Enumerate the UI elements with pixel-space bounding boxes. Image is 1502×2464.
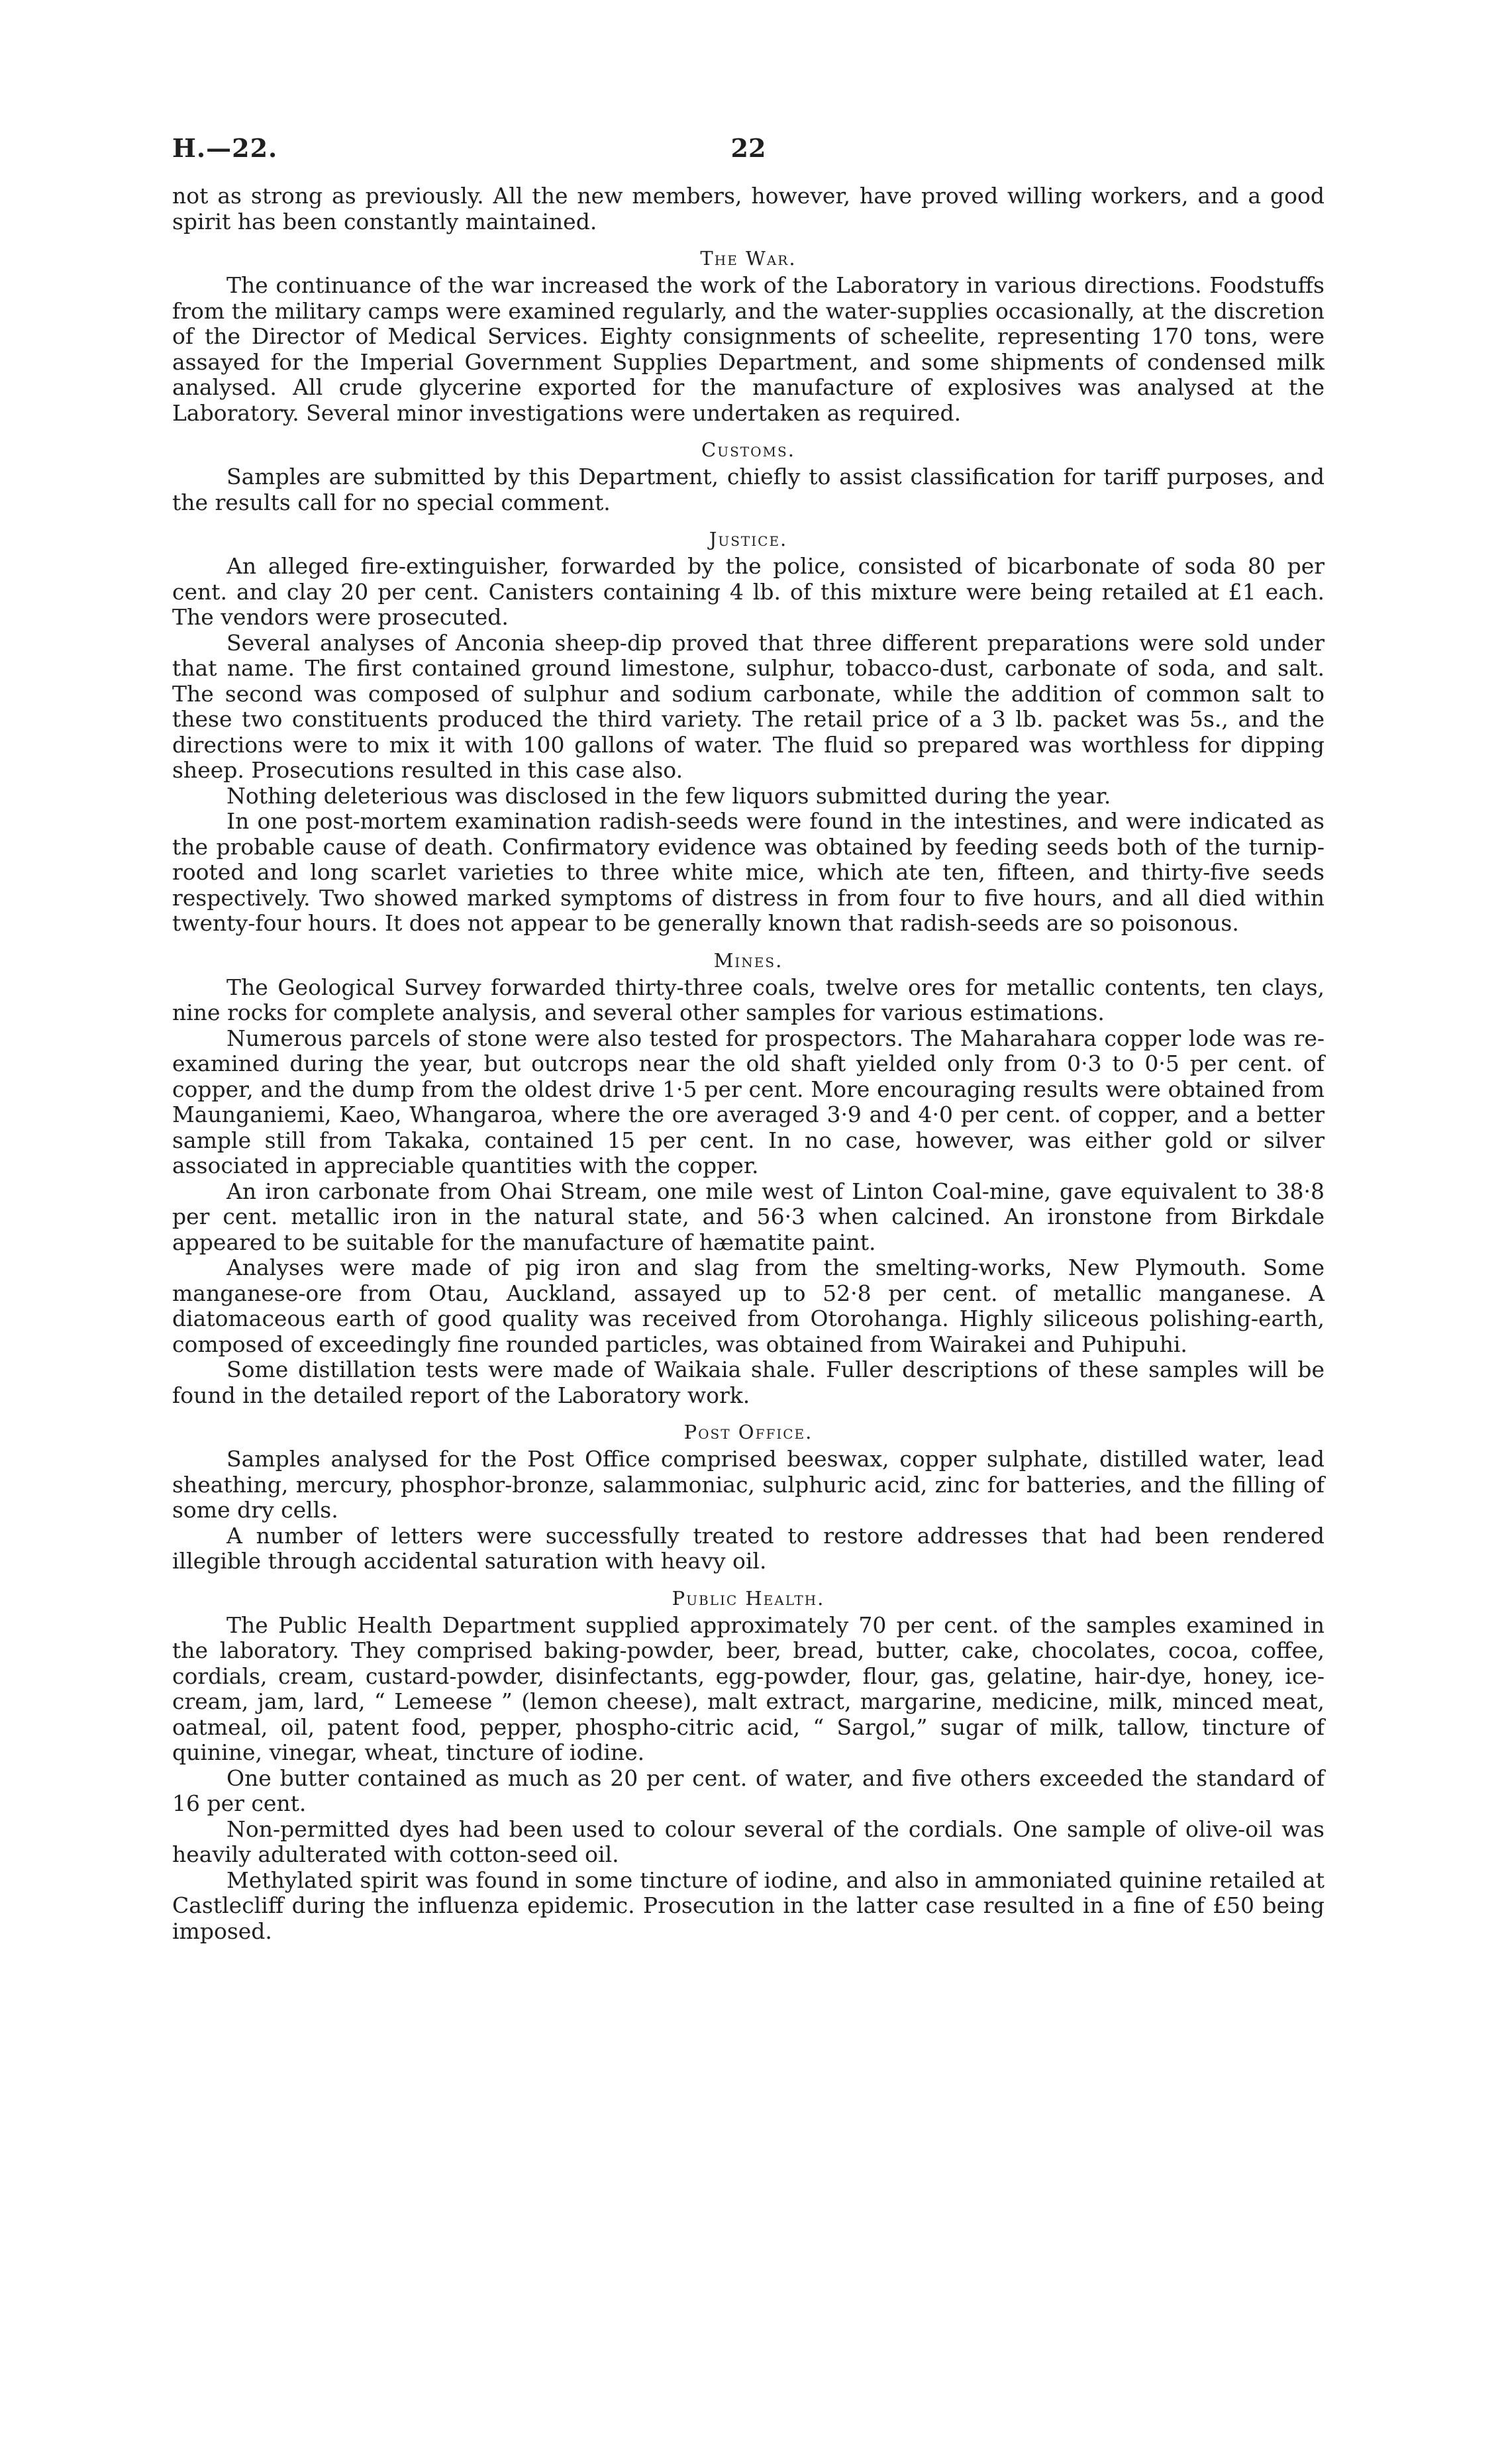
paragraph: Samples are submitted by this Department, chiefly to assist classification for tariff purposes, and the results call for no special comment. [172, 464, 1325, 515]
section-heading-post-office: Post Office. [683, 1421, 813, 1443]
section-the-war [172, 246, 1325, 426]
intro-paragraph: not as strong as previously. All the new members, however, have proved willing workers, and a good spirit has been constantly maintained. [172, 183, 1325, 234]
section-public-health [172, 1586, 1325, 1945]
paragraph: One butter contained as much as 20 per cent. of water, and five others exceeded the standard of 16 per cent. [172, 1765, 1325, 1816]
paragraph: Numerous parcels of stone were also tested for prospectors. The Maharahara copper lode was re-examined during the year, but outcrops near the old shaft yielded only from 0·3 to 0·5 per cent. of copper, and the dump from the oldest drive 1·5 per cent. More encouraging results were obtained from Maunganiemi, Kaeo, Whangaroa, where the ore averaged 3·9 and 4·0 per cent. of copper, and a better sample still from Takaka, contained 15 per cent. In no case, however, was either gold or silver associated in appreciable quantities with the copper. [172, 1025, 1325, 1178]
paragraph: Samples analysed for the Post Office comprised beeswax, copper sulphate, distilled water, lead sheathing, mercury, phosphor-bronze, salammoniac, sulphuric acid, zinc for batteries, and the filling of some dry cells. [172, 1446, 1325, 1523]
section-heading-justice: Justice. [709, 528, 788, 550]
section-post-office [172, 1420, 1325, 1574]
section-heading-mines: Mines. [713, 949, 783, 972]
paragraph: Some distillation tests were made of Waikaia shale. Fuller descriptions of these samples will be found in the detailed report of the Laboratory work. [172, 1357, 1325, 1408]
paragraph: The Public Health Department supplied approximately 70 per cent. of the samples examined in the laboratory. They comprised baking-powder, beer, bread, butter, cake, chocolates, cocoa, coffee, cordials, cream, custard-powder, disinfectants, egg-powder, flour, gas, gelatine, hair-dye, honey, ice-cream, jam, lard, “ Lemeese ” (lemon cheese), malt extract, margarine, medicine, milk, minced meat, oatmeal, oil, patent food, pepper, phospho-citric acid, “ Sargol,” sugar of milk, tallow, tincture of quinine, vinegar, wheat, tincture of iodine. [172, 1612, 1325, 1765]
page-number: 22 [730, 133, 766, 163]
paragraph: The Geological Survey forwarded thirty-three coals, twelve ores for metallic contents, ten clays, nine rocks for complete analysis, and several other samples for various estimations. [172, 974, 1325, 1025]
document-reference: H.—22. [172, 133, 278, 163]
section-mines [172, 949, 1325, 1409]
document-page [172, 133, 1325, 1944]
paragraph: Nothing deleterious was disclosed in the few liquors submitted during the year. [226, 782, 1111, 809]
section-heading-public-health: Public Health. [672, 1586, 825, 1610]
section-heading-the-war: The War. [700, 247, 797, 270]
paragraph: The continuance of the war increased the work of the Laboratory in various directions. Foodstuffs from the military camps were examined regularly, and the water-supplies occasionally, at the discretion of the Director of Medical Services. Eighty consignments of scheelite, representing 170 tons, were assayed for the Imperial Government Supplies Department, and some shipments of condensed milk analysed. All crude glycerine exported for the manufacture of explosives was analysed at the Laboratory. Several minor investigations were undertaken as required. [172, 272, 1325, 426]
paragraph: Analyses were made of pig iron and slag from the smelting-works, New Plymouth. Some manganese-ore from Otau, Auckland, assayed up to 52·8 per cent. of metallic manganese. A diatomaceous earth of good quality was received from Otorohanga. Highly siliceous polishing-earth, composed of exceedingly fine rounded particles, was obtained from Wairakei and Puhipuhi. [172, 1255, 1325, 1357]
section-customs [172, 438, 1325, 515]
paragraph: An iron carbonate from Ohai Stream, one mile west of Linton Coal-mine, gave equivalent to 38·8 per cent. metallic iron in the natural state, and 56·3 when calcined. An ironstone from Birkdale appeared to be suitable for the manufacture of hæmatite paint. [172, 1178, 1325, 1255]
paragraph: An alleged fire-extinguisher, forwarded by the police, consisted of bicarbonate of soda 80 per cent. and clay 20 per cent. Canisters containing 4 lb. of this mixture were being retailed at £1 each. The vendors were prosecuted. [172, 553, 1325, 630]
paragraph: Methylated spirit was found in some tincture of iodine, and also in ammoniated quinine retailed at Castlecliff during the influenza epidemic. Prosecution in the latter case resulted in a fine of £50 being imposed. [172, 1867, 1325, 1944]
paragraph: Several analyses of Anconia sheep-dip proved that three different preparations were sold under that name. The first contained ground limestone, sulphur, tobacco-dust, carbonate of soda, and salt. The second was composed of sulphur and sodium carbonate, while the addition of common salt to these two constituents produced the third variety. The retail price of a 3 lb. packet was 5s., and the directions were to mix it with 100 gallons of water. The fluid so prepared was worthless for dipping sheep. Prosecutions resulted in this case also. [172, 629, 1325, 783]
section-justice [172, 527, 1325, 937]
page-header [172, 133, 1325, 182]
paragraph: A number of letters were successfully treated to restore addresses that had been rendered illegible through accidental saturation with heavy oil. [172, 1522, 1325, 1574]
paragraph: In one post-mortem examination radish-seeds were found in the intestines, and were indicated as the probable cause of death. Confirmatory evidence was obtained by feeding seeds both of the turnip-rooted and long scarlet varieties to three white mice, which ate ten, fifteen, and thirty-five seeds respectively. Two showed marked symptoms of distress in from four to five hours, and all died within twenty-four hours. It does not appear to be generally known that radish-seeds are so poisonous. [172, 808, 1325, 936]
paragraph: Non-permitted dyes had been used to colour several of the cordials. One sample of olive-oil was heavily adulterated with cotton-seed oil. [172, 1816, 1325, 1867]
section-heading-customs: Customs. [701, 438, 795, 461]
